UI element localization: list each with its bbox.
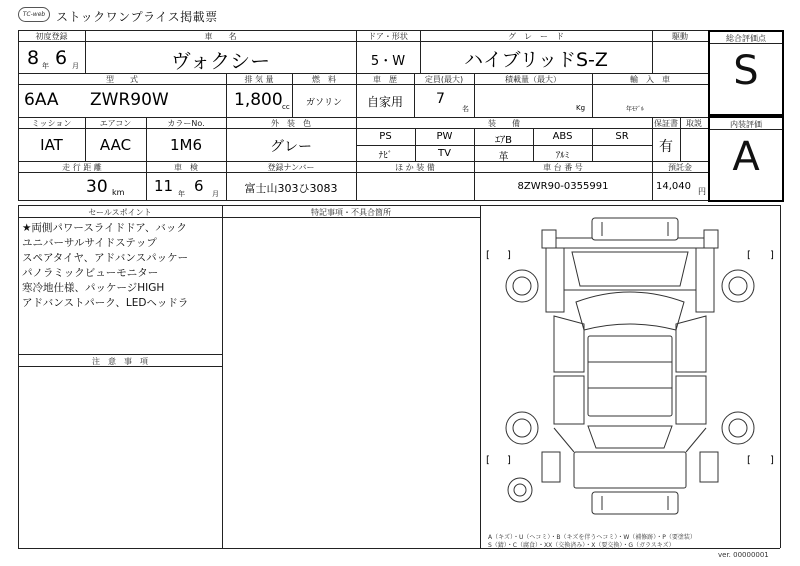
mileage-label: 走 行 距 離 — [62, 163, 102, 172]
deposit-label: 預託金 — [668, 163, 692, 172]
chassis-no-label: 車 台 番 号 — [543, 163, 583, 172]
front-right-corner — [704, 230, 718, 248]
equip-sr: SR — [615, 131, 629, 142]
rear-right-corner — [700, 452, 718, 482]
rear-left-corner — [542, 452, 560, 482]
history-label: 車 歴 — [373, 75, 397, 84]
displacement-label: 排 気 量 — [244, 75, 274, 84]
bracket-open: [ — [486, 250, 490, 261]
drive-label: 駆動 — [672, 32, 688, 41]
model-value: ZWR90W — [90, 90, 169, 110]
windshield — [576, 292, 684, 330]
sales-point-line: 寒冷地仕様、パッケージHIGH — [22, 282, 165, 294]
left-front-door — [554, 316, 584, 372]
damage-legend-line-1: A（キズ）・U（ヘコミ）・B（キズを伴うヘコミ）・W（補修跡）・P（要塗装） — [488, 534, 696, 541]
bracket-close: ] — [507, 455, 511, 466]
equip-alloy: ｱﾙﾐ — [555, 151, 570, 161]
sales-point-line: ユニバーサルサイドステップ — [22, 237, 157, 249]
yen-unit: 円 — [698, 187, 706, 196]
sales-point-line: アドバンストパーク、LEDヘッドラ — [22, 297, 189, 309]
damage-legend-line-2: S（錆）・C（腐食）・XX（交換済み）・X（要交換）・G（ガラスキズ） — [488, 542, 675, 549]
warranty-label: 保証書 — [654, 119, 678, 128]
door-type-label: ドア・形状 — [368, 32, 408, 41]
displacement-value: 1,800 — [234, 90, 283, 110]
first-reg-month: 6 — [55, 47, 68, 69]
chassis-no-value: 8ZWR90-0355991 — [517, 181, 609, 192]
inspection-month: 6 — [194, 177, 204, 195]
interior-eval-value: A — [732, 134, 760, 180]
exterior-color-label: 外 装 色 — [271, 119, 311, 128]
bracket-open: [ — [747, 455, 751, 466]
front-bumper-box — [592, 218, 678, 240]
document-title: ストックワンプライス掲載票 — [56, 10, 218, 24]
sales-point-line: スペアタイヤ、アドバンスパッケー — [22, 252, 189, 264]
hood — [564, 248, 696, 290]
equip-abs: ABS — [552, 131, 573, 142]
interior-eval-label: 内装評価 — [730, 120, 762, 129]
year-unit: 年 — [42, 62, 49, 70]
equip-airbag: ｴｱB — [495, 135, 512, 146]
sales-points-label: セールスポイント — [88, 208, 152, 217]
rear-bumper-box — [592, 492, 678, 514]
other-equipment-label: ほ か 装 備 — [395, 163, 435, 172]
load-label: 積載量（最大） — [505, 75, 561, 84]
warranty-value: 有 — [659, 139, 673, 155]
color-no-value: 1M6 — [169, 136, 203, 154]
sales-point-line: ★両側パワースライドドア、バック — [22, 222, 187, 234]
bracket-close: ] — [770, 455, 774, 466]
rear-glass — [588, 426, 672, 448]
equip-leather: 革 — [498, 152, 509, 163]
import-label: 輸 入 車 — [630, 75, 670, 84]
deposit-value: 14,040 — [656, 181, 691, 192]
inspection-label: 車 検 — [174, 163, 198, 172]
plate-value: 富士山303ひ3083 — [244, 182, 338, 195]
cc-unit: cc — [282, 103, 290, 111]
tire-rear-left — [506, 412, 538, 444]
persons-unit: 名 — [462, 105, 469, 113]
history-value: 自家用 — [366, 95, 403, 109]
equip-tv: TV — [438, 148, 451, 159]
tailgate — [574, 452, 686, 488]
equipment-label: 装 備 — [488, 119, 520, 128]
inspection-year: 11 — [154, 177, 174, 195]
right-fender — [696, 248, 714, 312]
equip-pw: PW — [436, 131, 453, 142]
bracket-open: [ — [486, 455, 490, 466]
bracket-close: ] — [507, 250, 511, 261]
model-year-unit: 年ﾓﾃﾞﾙ — [626, 106, 645, 113]
mission-value: IAT — [40, 136, 63, 154]
capacity-value: 7 — [436, 91, 445, 107]
mission-label: ミッション — [31, 119, 72, 128]
model-prefix-value: 6AA — [24, 90, 59, 110]
bracket-close: ] — [770, 250, 774, 261]
car-damage-diagram — [484, 212, 776, 530]
model-label: 型 式 — [106, 75, 138, 84]
car-name-value: ヴォクシー — [170, 49, 271, 73]
mileage-value: 30 — [86, 177, 108, 197]
first-reg-label: 初度登録 — [35, 32, 68, 41]
overall-eval-value: S — [733, 48, 759, 94]
tire-front-right — [722, 270, 754, 302]
version-text: ver. 00000001 — [718, 551, 769, 559]
manual-label: 取説 — [686, 119, 702, 128]
sales-point-line: パノラミックビューモニター — [22, 267, 159, 279]
door-type-value: 5・W — [370, 54, 406, 69]
fuel-label: 燃 料 — [312, 75, 336, 84]
equip-ps: PS — [379, 131, 392, 142]
left-fender — [546, 248, 564, 312]
spare-tire — [508, 478, 532, 502]
right-rear-door — [676, 376, 706, 424]
bracket-open: [ — [747, 250, 751, 261]
roof — [588, 336, 672, 416]
km-unit: km — [112, 188, 125, 197]
tc-web-logo: TC-web — [18, 7, 50, 22]
aircon-label: エアコン — [99, 119, 132, 128]
aircon-value: AAC — [99, 136, 132, 154]
plate-label: 登録ナンバー — [267, 163, 315, 172]
car-name-label: 車 名 — [204, 32, 237, 41]
right-front-door — [676, 316, 706, 372]
capacity-label: 定員(最大) — [424, 75, 464, 84]
grade-label: グ レ ー ド — [508, 32, 564, 41]
caution-label: 注 意 事 項 — [92, 357, 148, 366]
grade-value: ハイブリッドS-Z — [464, 49, 608, 71]
overall-eval-label: 総合評価点 — [726, 34, 766, 43]
exterior-color-value: グレー — [270, 139, 312, 155]
inspection-year-unit: 年 — [178, 190, 185, 198]
special-notes-label: 特記事項・不具合箇所 — [311, 208, 391, 217]
kg-unit: Kg — [576, 104, 586, 112]
color-no-label: カラーNo. — [167, 119, 205, 128]
front-left-corner — [542, 230, 556, 248]
first-reg-year: 8 — [27, 47, 40, 69]
sales-points-list — [22, 221, 220, 311]
tire-rear-right — [722, 412, 754, 444]
equip-navi: ﾅﾋﾞ — [378, 151, 393, 161]
fuel-value: ガソリン — [305, 98, 342, 108]
left-rear-door — [554, 376, 584, 424]
month-unit: 月 — [72, 62, 79, 70]
inspection-month-unit: 月 — [212, 190, 219, 198]
tire-front-left — [506, 270, 538, 302]
